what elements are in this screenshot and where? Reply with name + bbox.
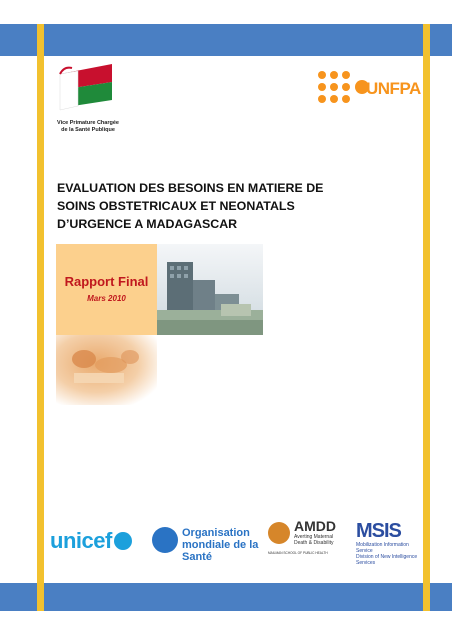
unfpa-dots-icon (318, 71, 356, 109)
report-box (56, 244, 157, 335)
right-yellow-rule (423, 24, 430, 611)
amdd-subtitle-line-2: Death & Disability (294, 540, 334, 546)
who-emblem-icon (152, 527, 178, 553)
msis-subtitle-line-2: Division of New Intelligence Services (356, 554, 418, 566)
top-blue-band (0, 24, 452, 56)
document-title (57, 179, 387, 233)
msis-subtitle-line-1: Mobilization Information Service (356, 542, 409, 554)
msis-wordmark: MSIS (356, 520, 401, 542)
msis-subtitle (356, 542, 420, 566)
vice-primature-caption (56, 120, 120, 134)
title-line-1: EVALUATION DES BESOINS EN MATIERE DE (57, 181, 324, 195)
hospital-photo-image (56, 335, 157, 405)
unfpa-logo (318, 71, 421, 111)
amdd-footer: MAILMAN SCHOOL OF PUBLIC HEALTH (268, 551, 328, 555)
amdd-logo (268, 518, 346, 564)
bottom-blue-band (0, 583, 452, 611)
vice-primature-caption-line2: de la Santé Publique (61, 127, 115, 133)
report-label: Rapport Final (64, 274, 149, 289)
unicef-logo (50, 528, 132, 554)
who-line-1: Organisation (182, 527, 250, 539)
who-wordmark (182, 527, 262, 563)
who-logo (152, 525, 262, 563)
madagascar-flag-icon (56, 60, 116, 112)
unicef-emblem-icon (114, 532, 132, 550)
amdd-emblem-icon (268, 522, 290, 544)
city-photo (157, 244, 263, 335)
msis-logo (356, 520, 420, 564)
vice-primature-caption-line1: Vice Primature Chargée (57, 120, 119, 126)
city-photo-image (157, 244, 263, 335)
title-line-2: SOINS OBSTETRICAUX ET NEONATALS (57, 199, 295, 213)
amdd-subtitle-line-1: Averting Maternal (294, 534, 334, 540)
vice-primature-logo (56, 60, 120, 134)
who-line-2: mondiale de la Santé (182, 539, 259, 563)
unicef-wordmark: unicef (50, 528, 112, 553)
report-date: Mars 2010 (87, 294, 126, 303)
amdd-subtitle (294, 534, 344, 546)
unfpa-wordmark: UNFPA (366, 79, 421, 98)
left-yellow-rule (37, 24, 44, 611)
amdd-wordmark: AMDD (294, 518, 336, 534)
title-line-3: D’URGENCE A MADAGASCAR (57, 217, 238, 231)
hospital-photo (56, 335, 157, 405)
